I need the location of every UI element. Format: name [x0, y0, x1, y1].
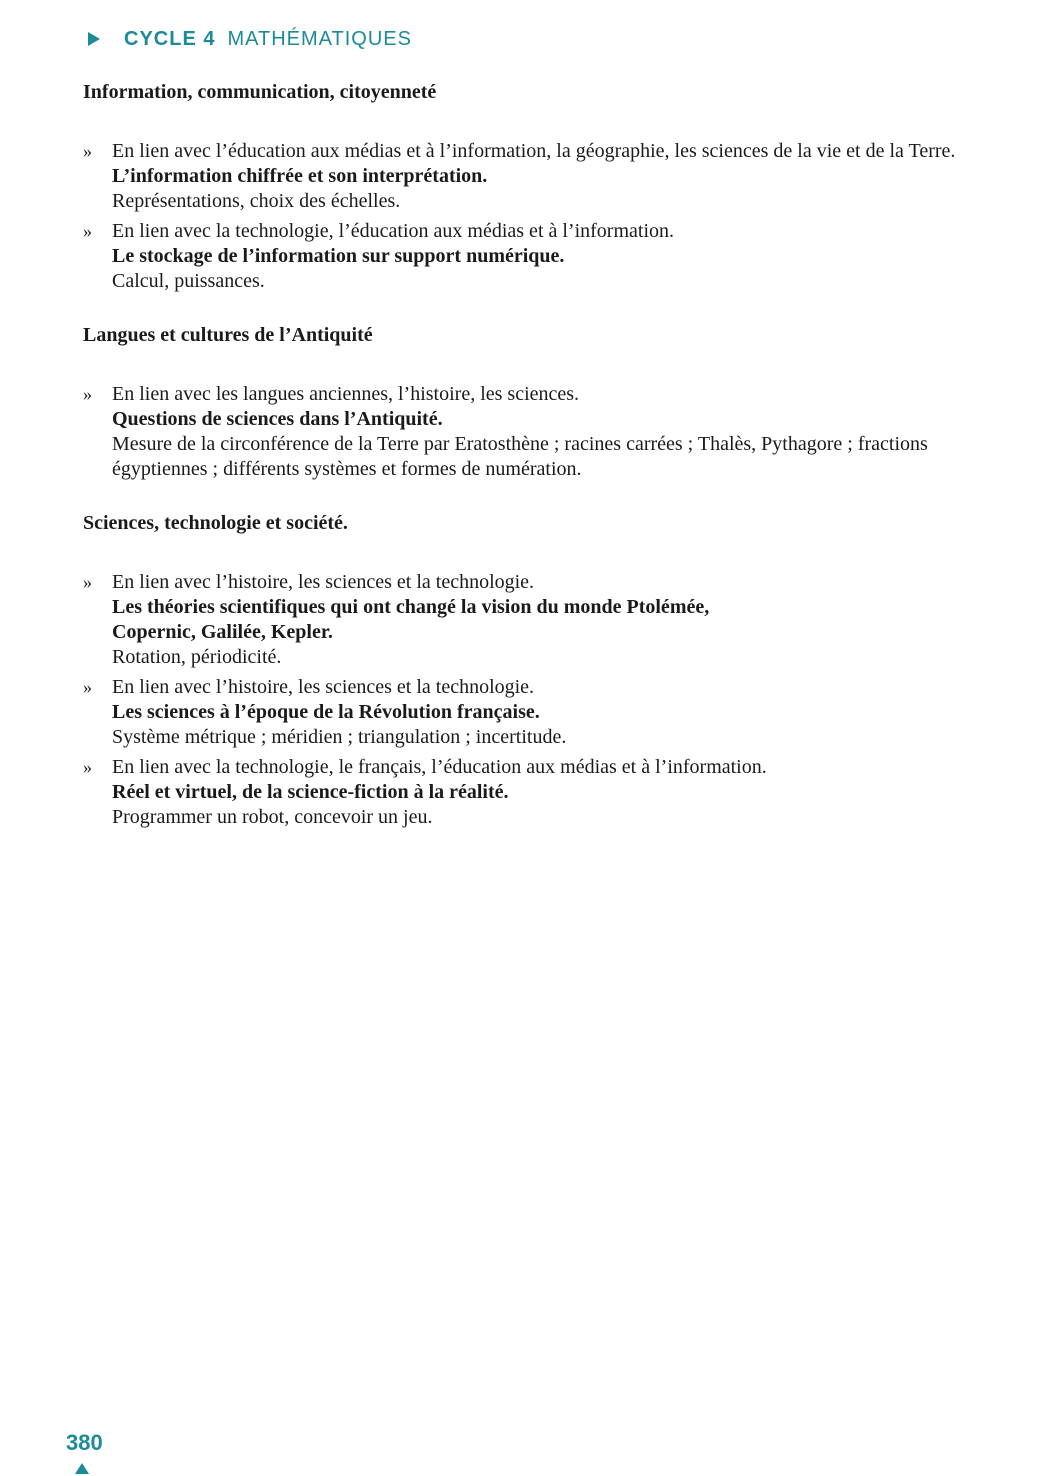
list-item [83, 139, 963, 214]
triangle-right-icon [88, 32, 100, 46]
section-title: Sciences, technologie et société. [83, 512, 348, 534]
bullet-icon: » [83, 384, 92, 404]
item-intro: En lien avec la technologie, l’éducation aux médias et à l’information. [112, 220, 675, 242]
cycle-label: CYCLE 4 [124, 27, 216, 50]
section-title: Langues et cultures de l’Antiquité [83, 324, 373, 346]
section-antiquite [83, 322, 963, 482]
item-theme: Réel et virtuel, de la science-fiction à la réalité. [112, 781, 509, 803]
item-intro: En lien avec l’histoire, les sciences et la technologie. [112, 676, 535, 698]
section-information [83, 79, 963, 294]
item-detail: Système métrique ; méridien ; triangulation ; incertitude. [112, 726, 567, 748]
list-item [83, 570, 963, 670]
page-header [88, 24, 412, 54]
page-number: 380 [66, 1430, 103, 1455]
item-detail: Programmer un robot, concevoir un jeu. [112, 806, 433, 828]
item-theme: Questions de sciences dans l’Antiquité. [112, 408, 443, 430]
list-item [83, 382, 963, 482]
item-theme: Les théories scientifiques qui ont changé la vision du monde Ptolémée, Copernic, Galilée, Kepler. [112, 596, 710, 643]
item-detail: Rotation, périodicité. [112, 646, 282, 668]
item-detail: Calcul, puissances. [112, 270, 265, 292]
subject-label: MATHÉMATIQUES [227, 27, 412, 50]
bullet-icon: » [83, 572, 92, 592]
triangle-up-icon [75, 1463, 89, 1474]
list-item [83, 755, 963, 830]
list-item [83, 675, 963, 750]
section-sciences-societe [83, 510, 963, 830]
bullet-icon: » [83, 221, 92, 241]
item-theme: Les sciences à l’époque de la Révolution française. [112, 701, 540, 723]
item-list [83, 139, 963, 294]
item-intro: En lien avec l’éducation aux médias et à l’information, la géographie, les sciences de la vie et de la Terre. [112, 140, 956, 162]
bullet-icon: » [83, 141, 92, 161]
item-list [83, 382, 963, 482]
section-title: Information, communication, citoyenneté [83, 81, 437, 103]
item-intro: En lien avec l’histoire, les sciences et la technologie. [112, 571, 535, 593]
main-content [83, 79, 963, 858]
bullet-icon: » [83, 677, 92, 697]
list-item [83, 219, 963, 294]
item-list [83, 570, 963, 830]
item-intro: En lien avec la technologie, le français, l’éducation aux médias et à l’information. [112, 756, 767, 778]
item-theme: L’information chiffrée et son interprétation. [112, 165, 488, 187]
bullet-icon: » [83, 757, 92, 777]
item-intro: En lien avec les langues anciennes, l’histoire, les sciences. [112, 383, 580, 405]
item-detail: Mesure de la circonférence de la Terre par Eratosthène ; racines carrées ; Thalès, Pythagore ; fractions égyptiennes ; différents systèmes et formes de numération. [112, 433, 928, 480]
item-theme: Le stockage de l’information sur support numérique. [112, 245, 565, 267]
item-detail: Représentations, choix des échelles. [112, 190, 401, 212]
